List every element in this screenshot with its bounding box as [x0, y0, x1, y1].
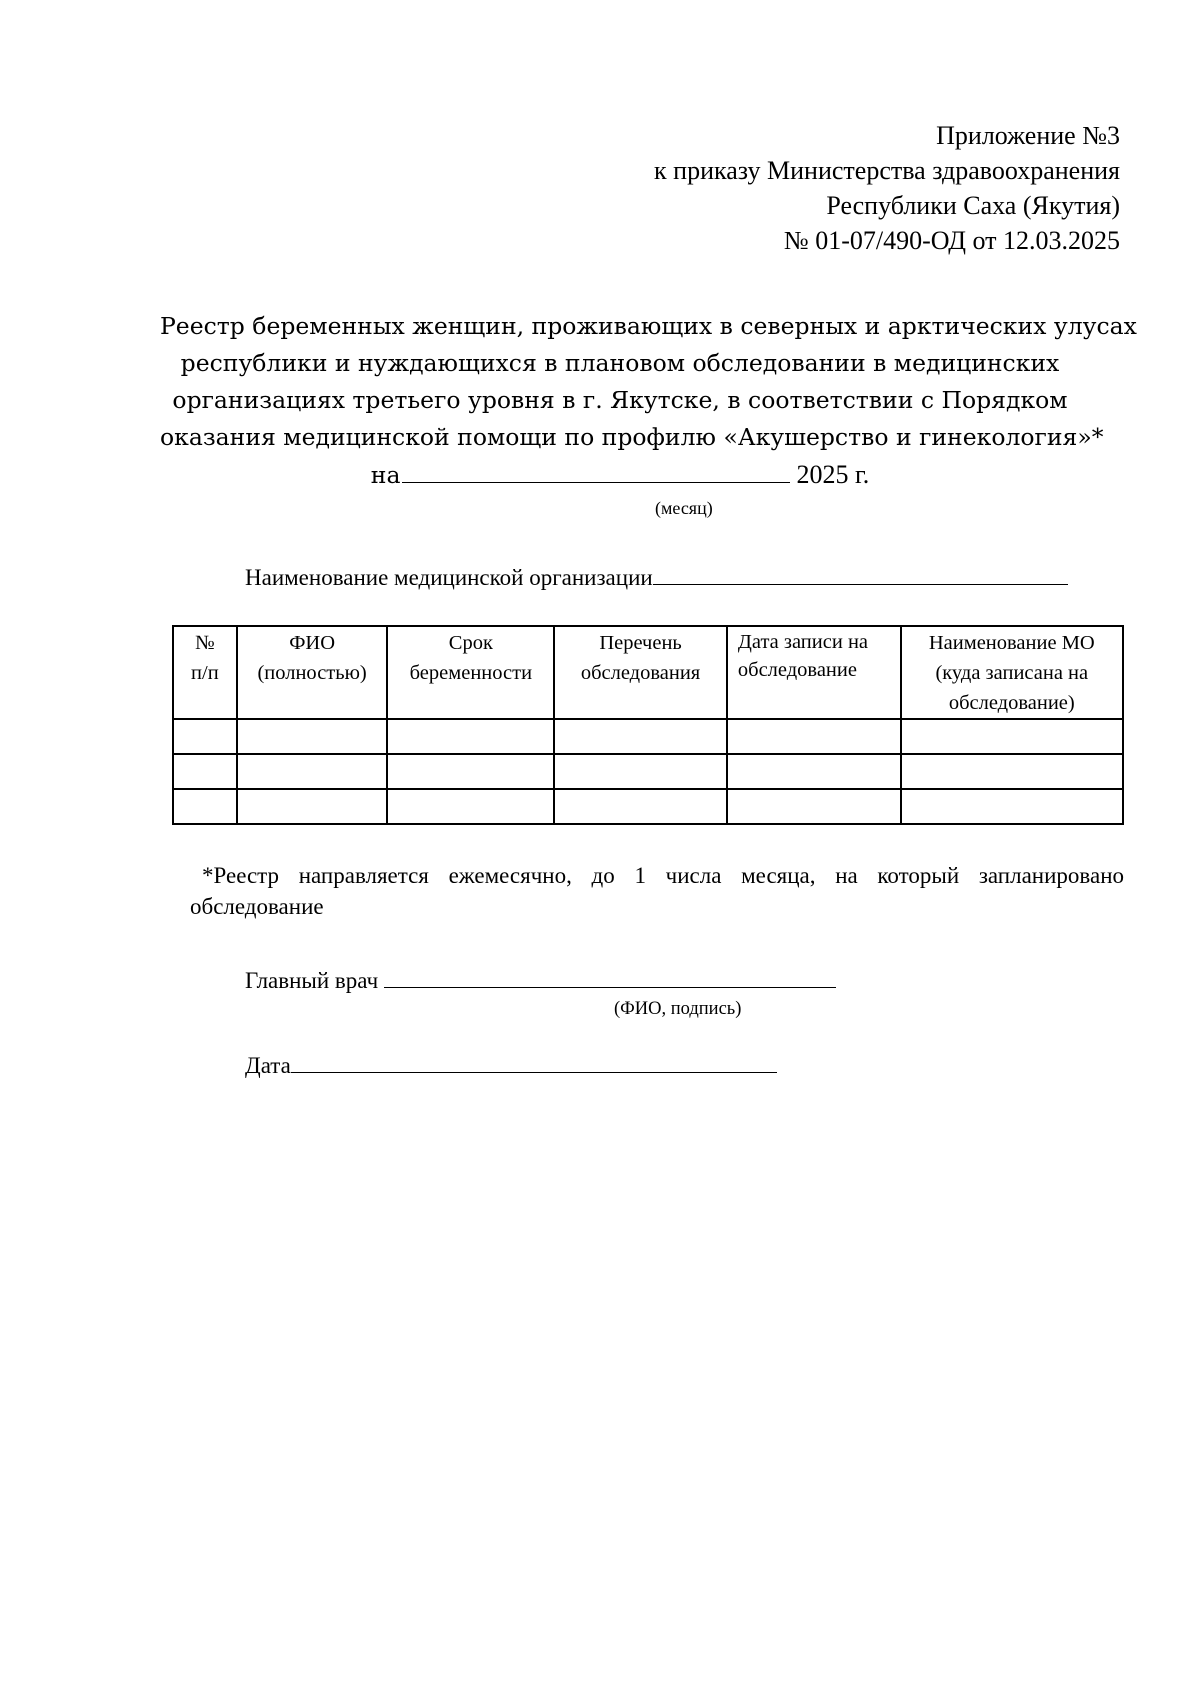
month-blank-field[interactable]: [402, 458, 790, 483]
table-cell[interactable]: [554, 789, 727, 824]
order-reference: к приказу Министерства здравоохранения: [654, 156, 1120, 185]
column-header-number: № п/п: [173, 626, 237, 719]
column-header-examination-list: Перечень обследования: [554, 626, 727, 719]
order-number-date: № 01-07/490-ОД от 12.03.2025: [783, 226, 1120, 255]
date-line: [245, 1050, 777, 1081]
footnote-line-1: *Реестр направляется ежемесячно, до 1 числа месяца, на который запланировано: [202, 863, 1124, 888]
table-cell[interactable]: [901, 789, 1123, 824]
month-prefix: на: [370, 461, 401, 489]
column-header-pregnancy-term: Срок беременности: [387, 626, 554, 719]
month-line: [160, 456, 1080, 494]
appendix-number: Приложение №3: [936, 121, 1120, 150]
table-cell[interactable]: [554, 754, 727, 789]
organization-line: [245, 562, 1068, 593]
organization-blank-field[interactable]: [653, 562, 1068, 585]
table-cell[interactable]: [387, 789, 554, 824]
table-row: [173, 754, 1123, 789]
date-blank-field[interactable]: [291, 1050, 777, 1073]
table-cell[interactable]: [237, 719, 388, 754]
table-cell[interactable]: [387, 719, 554, 754]
chief-doctor-signature-line: [245, 965, 836, 996]
column-header-medical-organization: Наименование МО (куда записана на обследование): [901, 626, 1123, 719]
footnote-line-2: обследование: [190, 894, 324, 919]
month-caption: (месяц): [655, 498, 713, 518]
republic-name: Республики Саха (Якутия): [826, 191, 1120, 220]
table-cell[interactable]: [173, 719, 237, 754]
table-cell[interactable]: [173, 789, 237, 824]
title-line-4: оказания медицинской помощи по профилю «Акушерство и гинекология»*: [160, 423, 1104, 451]
column-header-appointment-date: Дата записи на обследование: [727, 626, 901, 719]
table-cell[interactable]: [554, 719, 727, 754]
table-cell[interactable]: [901, 719, 1123, 754]
table-cell[interactable]: [237, 754, 388, 789]
signature-caption: (ФИО, подпись): [614, 999, 742, 1019]
signature-blank-field[interactable]: [384, 965, 836, 988]
table-row: [173, 789, 1123, 824]
table-row: [173, 719, 1123, 754]
table-cell[interactable]: [727, 789, 901, 824]
year-suffix: 2025 г.: [796, 460, 870, 489]
table-cell[interactable]: [173, 754, 237, 789]
document-title: [160, 308, 1137, 494]
table-cell[interactable]: [901, 754, 1123, 789]
table-cell[interactable]: [237, 789, 388, 824]
title-line-2: республики и нуждающихся в плановом обследовании в медицинских: [180, 349, 1060, 377]
table-cell[interactable]: [387, 754, 554, 789]
title-line-3: организациях третьего уровня в г. Якутске, в соответствии с Порядком: [172, 386, 1068, 414]
table-header-row: [173, 626, 1123, 719]
footnote: [190, 860, 1124, 922]
table-cell[interactable]: [727, 719, 901, 754]
chief-doctor-label: Главный врач: [245, 968, 379, 993]
title-line-1: Реестр беременных женщин, проживающих в северных и арктических улусах: [160, 312, 1137, 340]
date-label: Дата: [245, 1053, 291, 1078]
organization-label: Наименование медицинской организации: [245, 565, 653, 590]
registry-table: [172, 625, 1124, 825]
appendix-header: [654, 118, 1120, 258]
table-cell[interactable]: [727, 754, 901, 789]
column-header-full-name: ФИО (полностью): [237, 626, 388, 719]
